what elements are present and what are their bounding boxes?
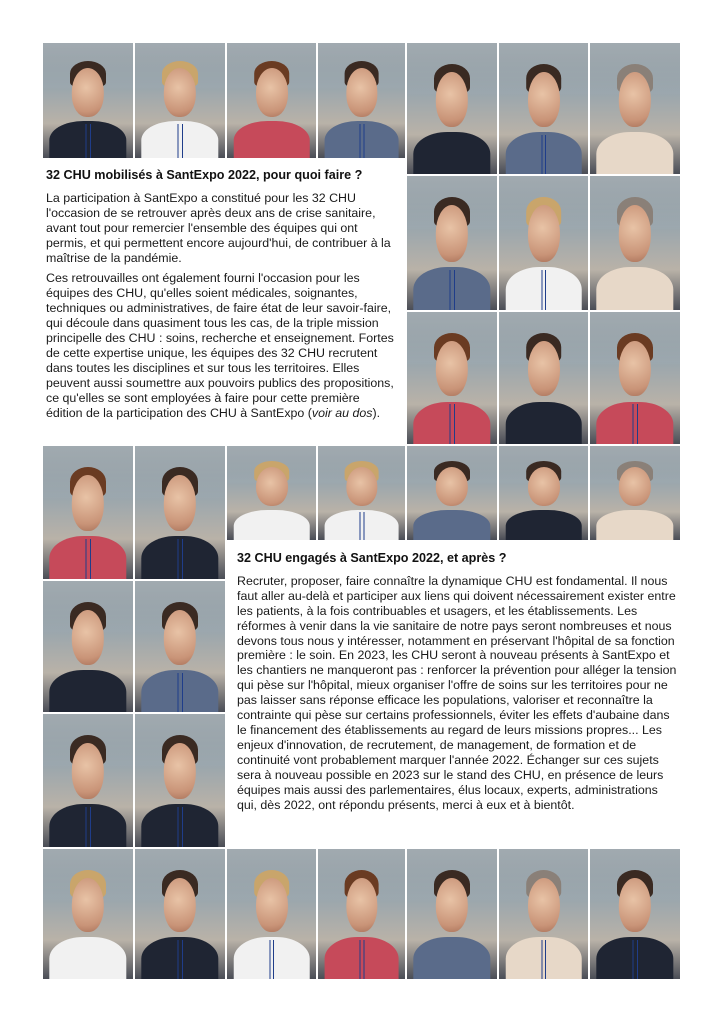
portrait-photo: [590, 176, 680, 310]
portrait-photo: [43, 43, 133, 158]
portrait-photo: [499, 43, 588, 174]
portrait-photo: [499, 849, 588, 979]
portrait-photo: [135, 714, 225, 847]
section-engages: [237, 551, 677, 812]
portrait-photo: [318, 43, 405, 158]
portrait-photo: [43, 581, 133, 712]
paragraph: La participation à SantExpo a constitué pour les 32 CHU l'occasion de se retrouver après deux ans de crise sanitaire, avant tout pour remercier l'ensemble des équipes qui ont permis, et qui permettent encore aujourd'hui, de contribuer à la maîtrise de la pandémie.: [46, 190, 391, 265]
section-title: 32 CHU mobilisés à SantExpo 2022, pour quoi faire ?: [46, 168, 363, 182]
section-title: 32 CHU engagés à SantExpo 2022, et après ?: [237, 551, 507, 565]
paragraph: [46, 271, 398, 420]
section-mobilises: [46, 168, 398, 421]
portrait-photo: [43, 714, 133, 847]
portrait-photo: [407, 43, 497, 174]
portrait-photo: [499, 446, 588, 540]
portrait-photo: [318, 446, 405, 540]
portrait-photo: [499, 176, 588, 310]
portrait-photo: [499, 312, 588, 444]
paragraph: Recruter, proposer, faire connaître la dynamique CHU est fondamental. Il nous faut aller au-delà et participer aux liens qui doivent nécessairement exister entre les patients, à la fois contribuables et usagers, et les établissements. Les réformes à venir dans la vie sanitaire de notre pays seront nombreuses et nous devons tous nous y intéresser, notamment en préservant l'hôpital de sa fonction première : le soin. En 2023, les CHU seront à nouveau présents à SantExpo et les chantiers ne manqueront pas : renforcer la prévention pour alléger la tension qui pèse sur l'hôpital, mieux organiser l'offre de soins sur les territoires pour ne pas laisser sans réponse efficace les populations, valoriser et reconnaître la contrainte qui pèse sur certains professionnels, éviter les effets d'aubaine dans le financement des établissements au regard de leurs missions propres... Les enjeux d'innovation, de recrutement, de management, de formation et de continuité vont probablement marquer l'année 2022. Échanger sur ces sujets sera à nouveau possible en 2023 sur le stand des CHU, en présence de leurs équipes mais aussi des parlementaires, élus locaux, experts, administrations qui, dès 2022, ont répondu présents, merci à eux et à bientôt.: [237, 573, 677, 812]
paragraph-text: Ces retrouvailles ont également fourni l'occasion pour les équipes des CHU, qu'elles soient médicales, soignantes, techniques ou administratives, de faire état de leur savoir-faire, qui découle dans quasiment tous les cas, de la triple mission principelle des CHU : soins, recherche et enseignement. Fortes de cette expertise unique, les équipes des 32 CHU recrutent dans toutes les disciplines et sur tous les territoires. Elles peuvent aussi soumettre aux pouvoirs publics des propositions, ce qu'elles se sont employées à faire pour cette première édition de la participation des CHU à SantExpo (: [46, 271, 394, 420]
portrait-photo: [43, 446, 133, 579]
portrait-photo: [590, 849, 680, 979]
portrait-photo: [407, 446, 497, 540]
portrait-photo: [227, 446, 316, 540]
portrait-photo: [135, 849, 225, 979]
portrait-photo: [227, 43, 316, 158]
portrait-photo: [43, 849, 133, 979]
portrait-photo: [590, 312, 680, 444]
portrait-photo: [407, 176, 497, 310]
portrait-photo: [590, 43, 680, 174]
portrait-photo: [407, 849, 497, 979]
portrait-photo: [135, 446, 225, 579]
see-back-reference: voir au dos: [311, 405, 373, 420]
portrait-photo: [590, 446, 680, 540]
portrait-photo: [318, 849, 405, 979]
paragraph-end: ).: [372, 405, 381, 420]
portrait-photo: [135, 43, 225, 158]
portrait-photo: [407, 312, 497, 444]
portrait-photo: [227, 849, 316, 979]
portrait-photo: [135, 581, 225, 712]
